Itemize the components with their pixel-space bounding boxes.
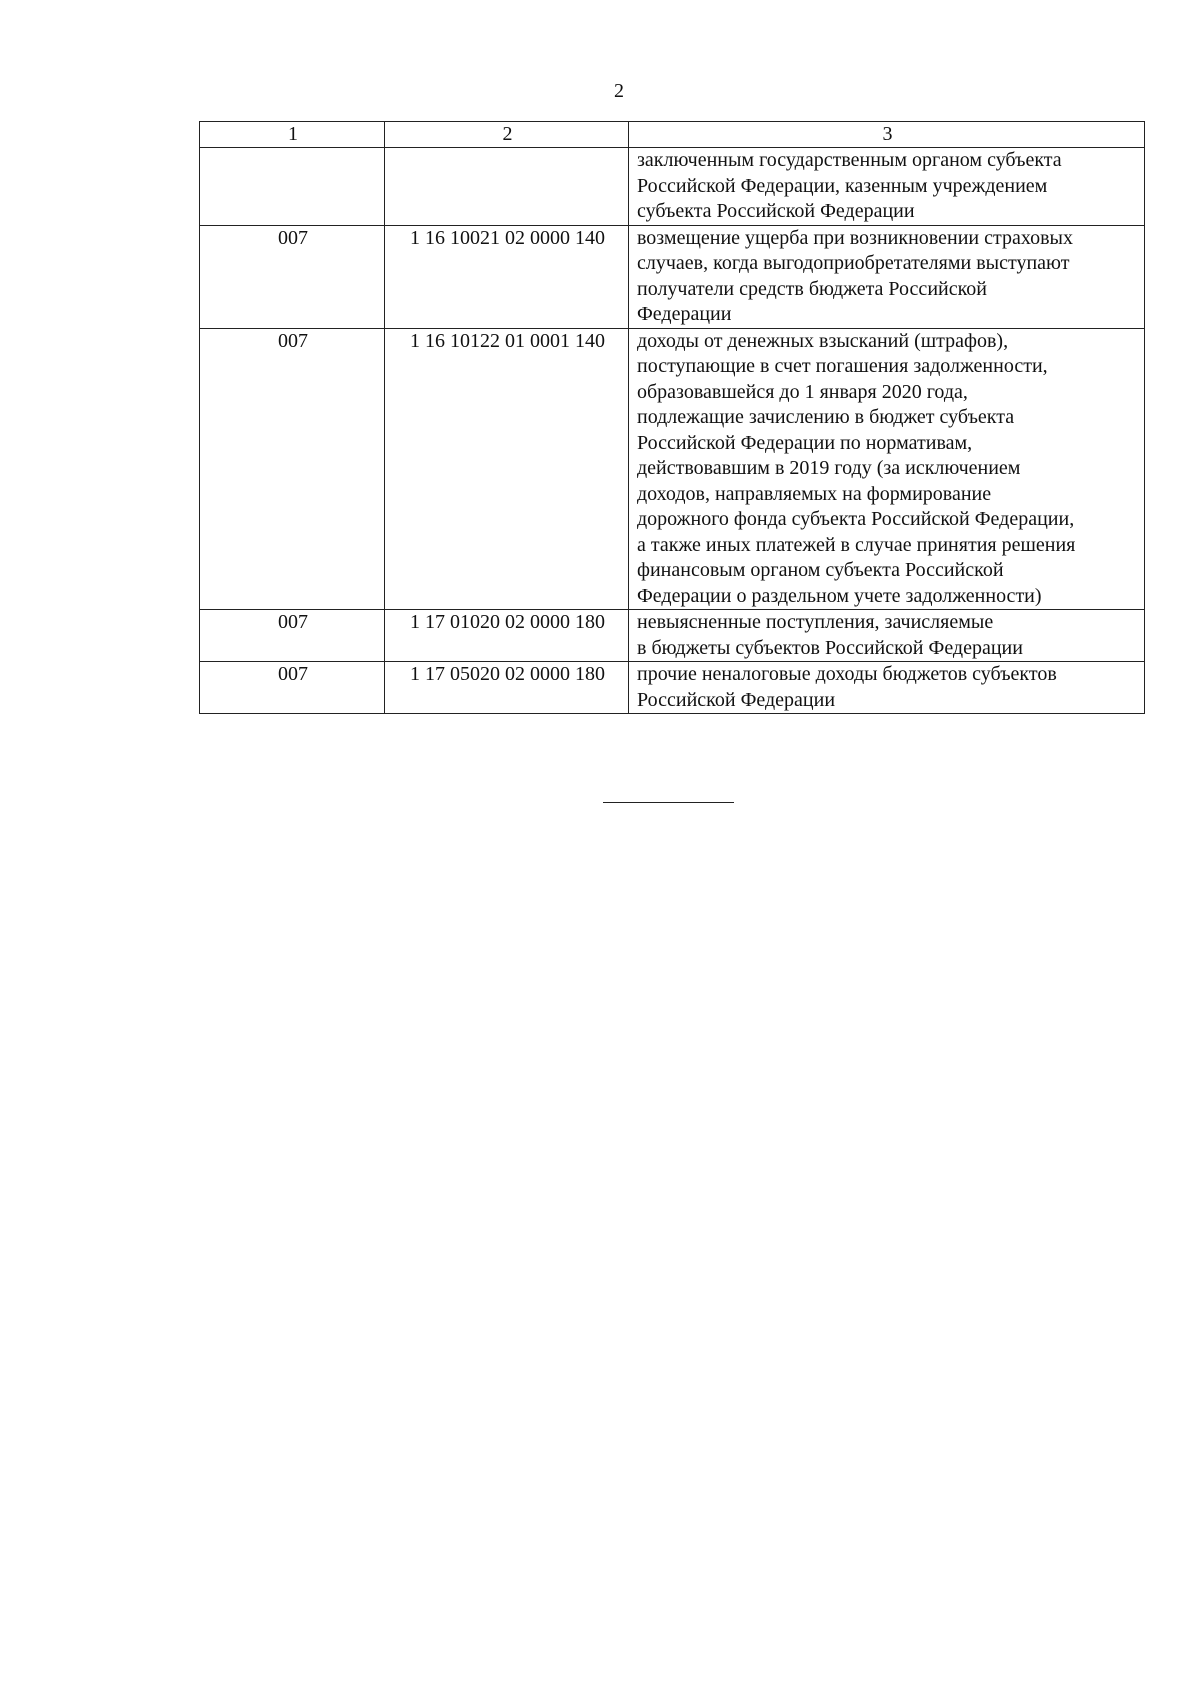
description-line: доходы от денежных взысканий (штрафов), [637, 329, 1009, 352]
description-line: поступающие в счет погашения задолженности, [637, 355, 1048, 377]
description-line: получатели средств бюджета Российской [637, 277, 987, 300]
description-line: возмещение ущерба при возникновении страховых [637, 226, 1073, 249]
description-line: Федерации о раздельном учете задолженности) [637, 584, 1042, 607]
admin-code-cell: 007 [200, 662, 385, 714]
table-body [200, 148, 1145, 714]
description-line: финансовым органом субъекта Российской [637, 559, 1004, 581]
page-number: 2 [614, 80, 624, 102]
description-line: невыясненные поступления, зачисляемые [637, 611, 994, 633]
description-line: образовавшейся до 1 января 2020 года, [637, 380, 968, 403]
description-line: Российской Федерации [637, 688, 836, 711]
description-line: а также иных платежей в случае принятия решения [637, 533, 1076, 556]
description-line: дорожного фонда субъекта Российской Федерации, [637, 508, 1075, 530]
description-line: субъекта Российской Федерации [637, 200, 915, 222]
table-row [200, 328, 1145, 610]
table-row [200, 225, 1145, 328]
table-row [200, 610, 1145, 662]
description-line: Российской Федерации по нормативам, [637, 431, 973, 454]
description-line: подлежащие зачислению в бюджет субъекта [637, 406, 1015, 428]
description-cell [629, 148, 1145, 226]
description-line: Федерации [637, 303, 732, 325]
table-header-row [200, 122, 1145, 148]
table-row [200, 148, 1145, 226]
admin-code-cell: 007 [200, 225, 385, 328]
description-line: доходов, направляемых на формирование [637, 482, 992, 505]
admin-code-cell: 007 [200, 328, 385, 610]
revenue-code-cell: 1 16 10021 02 0000 140 [385, 225, 629, 328]
revenue-codes-table [199, 121, 1145, 714]
description-cell [629, 225, 1145, 328]
description-line: заключенным государственным органом субъекта [637, 149, 1062, 171]
description-cell [629, 662, 1145, 714]
description-line: действовавшим в 2019 году (за исключением [637, 457, 1021, 479]
description-line: случаев, когда выгодоприобретателями выступают [637, 252, 1070, 274]
column-header-1: 1 [200, 122, 385, 148]
description-line: прочие неналоговые доходы бюджетов субъектов [637, 663, 1057, 685]
revenue-code-cell: 1 17 05020 02 0000 180 [385, 662, 629, 714]
description-cell [629, 610, 1145, 662]
admin-code-cell: 007 [200, 610, 385, 662]
revenue-code-cell [385, 148, 629, 226]
description-cell [629, 328, 1145, 610]
revenue-code-cell: 1 17 01020 02 0000 180 [385, 610, 629, 662]
end-of-document-rule [603, 802, 734, 803]
description-line: Российской Федерации, казенным учреждением [637, 174, 1048, 197]
column-header-2: 2 [385, 122, 629, 148]
column-header-3: 3 [629, 122, 1145, 148]
admin-code-cell [200, 148, 385, 226]
table-row [200, 662, 1145, 714]
revenue-code-cell: 1 16 10122 01 0001 140 [385, 328, 629, 610]
description-line: в бюджеты субъектов Российской Федерации [637, 636, 1023, 659]
